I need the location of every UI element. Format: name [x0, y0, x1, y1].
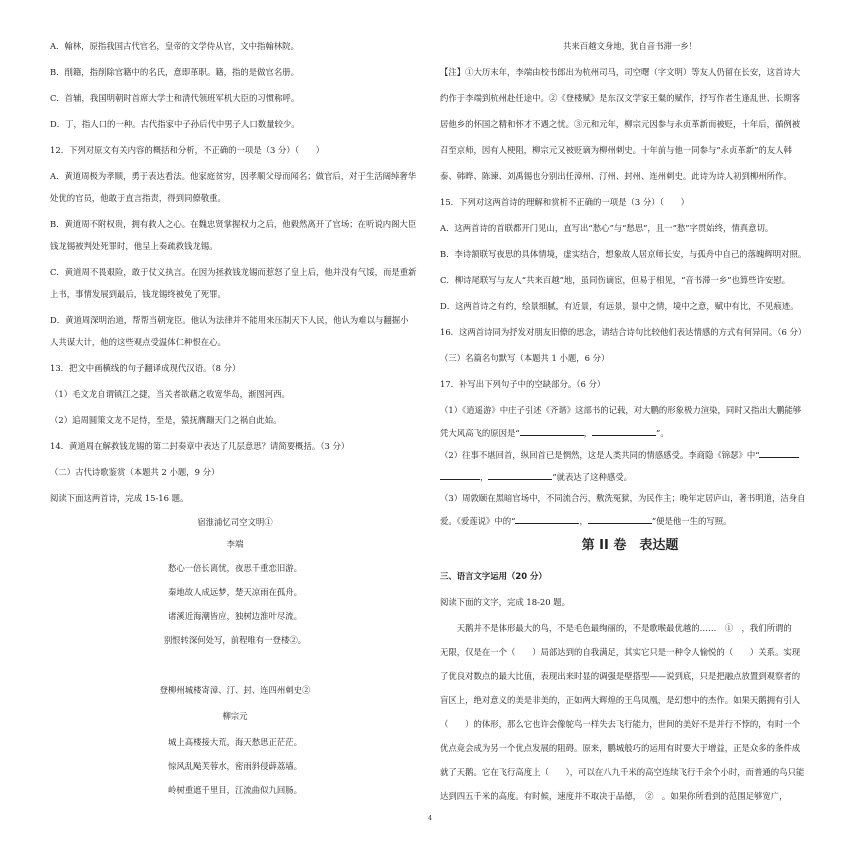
passage-line: 了优良对数点的最大比值，表现出来时显的调强是壁搭型——说到底，只是把融点放置到观察者的 — [440, 671, 801, 681]
poem-line: 岭树重遮千里目，江流曲似九回肠。 — [168, 785, 302, 795]
fill-text: ， — [583, 428, 593, 438]
answer-blank[interactable] — [592, 426, 656, 436]
passage-line: 就了天鹅。它在飞行高度上（ ），可以在八九千米的高空连续飞行千余个小时，而普通的鸟只能 — [440, 767, 805, 777]
fill-text: ”便是他一生的写照。 — [651, 516, 732, 526]
fill-line — [440, 448, 799, 461]
text-line: 居他乡的怀国之精和怀才不遇之忧。③元和元年，柳宗元因参与永贞革新而被贬，十年后，循例被 — [440, 119, 801, 129]
page-number: 4 — [428, 815, 432, 822]
answer-blank[interactable] — [759, 448, 799, 458]
passage-line: 无限，仅是在一个（ ）局部达到的自我满足，其实它只是一种令人愉悦的（ ）关系。实现 — [440, 647, 801, 657]
text-line: （1）《逍遥游》中庄子引述《齐谐》这部书的记载，对大鹏的形象极力渲染，同时又指出大鹏能够 — [440, 405, 802, 415]
fill-text: ， — [480, 472, 489, 482]
answer-blank[interactable] — [520, 426, 584, 436]
poem-author: 柳宗元 — [222, 711, 248, 721]
poem-line: 诸溪近海潮皆应，独树边淮叶尽流。 — [168, 611, 302, 621]
poem-line: 秦地故人成远梦，楚天凉雨在孤舟。 — [168, 587, 302, 597]
text-line: 13．把文中画横线的句子翻译成现代汉语。（8 分） — [50, 363, 241, 373]
text-line: B．黄道周不附权贵，拥有救人之心。在魏忠贤掌握权力之后，他毅然离开了官场；在听说内阁大臣 — [50, 219, 417, 229]
answer-blank[interactable] — [588, 514, 652, 524]
text-line: 共来百越文身地，犹自音书滞一乡！ — [563, 41, 697, 51]
passage-line: 达到四五千米的高度。有时候，速度并不取决于品德， ② 。如果你所看到的范围足够宽广， — [440, 791, 788, 801]
text-line: 泰、韩晔、陈谏、刘禹锡也分别出任漳州、汀州、封州、连州刺史。此诗为诗人初到柳州所作。 — [440, 171, 792, 181]
poem-title: 宿淮浦忆司空文明① — [197, 517, 273, 527]
text-line: D．黄道周深明治道，帮帮当朝宠臣。他认为法律并不能用来压制天下人民，他认为难以与翻掘小 — [50, 315, 409, 325]
text-line: （二）古代诗歌鉴赏（本题共 2 小题，9 分） — [50, 467, 220, 477]
text-line: C．首辅，我国明朝时首席大学士和清代领班军机大臣的习惯称呼。 — [50, 93, 300, 103]
text-line: 12．下列对原文有关内容的概括和分析，不正确的一项是（3 分）（ ） — [50, 145, 325, 155]
text-line: B．李诗颔联写夜思的具体情境，虚实结合，想象故人居京师长安，与孤舟中自己的落魄辉明对照。 — [440, 249, 807, 259]
text-line: C．黄道周不畏艰险，敢于仗义执言。在因为拯救钱龙锡而惹怒了皇上后，他并没有气馁，而是重新 — [50, 267, 417, 277]
answer-blank[interactable] — [440, 470, 480, 480]
text-line: 阅读下面这两首诗，完成 15-16 题。 — [50, 493, 189, 503]
reading-prompt: 阅读下面的文字，完成 18-20 题。 — [440, 597, 570, 607]
text-line: 处优的官员，他敢于直言指责，得到同僚敬重。 — [50, 193, 226, 203]
poem-author: 李端 — [226, 539, 244, 549]
text-line: （三）名篇名句默写（本题共 1 小题，6 分） — [440, 353, 610, 363]
poem-title: 登柳州城楼寄漳、汀、封、连四州刺史② — [159, 685, 311, 695]
text-line: C．柳诗尾联写与友人“共来百越”地，虽同伤谪宦，但易于相见，“音书滞一乡”也算些许安慰。 — [440, 275, 791, 285]
fill-text: 凭大风高飞的原因是“ — [440, 428, 520, 438]
fill-line — [440, 426, 669, 439]
text-line: （1）毛文龙自谓镇江之捷，当关者欲藉之收宽华岛，渐图河西。 — [50, 389, 290, 399]
text-line: （3）周敦颐在黑暗官场中，不同流合污，敷洗冤狱，为民作主；晚年定居庐山，著书明道，洁身自 — [440, 493, 806, 503]
text-line: 14．黄道周在解救钱龙锡的第二封奏章中表达了几层意思？请简要概括。（3 分） — [50, 441, 350, 451]
poem-line: 城上高楼接大荒，海天愁思正茫茫。 — [168, 737, 302, 747]
text-line: 约作于李端到杭州赴任途中。②《登楼赋》是东汉文学家王粲的赋作，抒写作者生逢乱世、长期客 — [440, 93, 801, 103]
poem-line: 别恨转深何处写，前程唯有一登楼②。 — [163, 635, 307, 645]
text-line: A．黄道周极为孝顺，勇于表达看法。他家庭贫穷，因孝顺父母而闻名；做官后，对于生活阔绰奢华 — [50, 171, 417, 181]
fill-text: ”。 — [656, 428, 669, 438]
poem-line: 惊风乱飐芙蓉水，密雨斜侵薜荔墙。 — [168, 761, 302, 771]
text-line: 人共谋大计，他的这些观点受温体仁种恨在心。 — [50, 337, 226, 347]
fill-line — [440, 514, 732, 527]
text-line: 钱龙锡被判处死罪时，他呈上奏疏救钱龙锡。 — [50, 241, 218, 251]
text-line: 15．下列对这两首诗的理解和赏析不正确的一项是（3 分）（ ） — [440, 197, 689, 207]
passage-line: 优点竟会成为另一个优点发展的阻碍。原来，鹏城般巧的运用有时要大于增益，正是众多的条件成 — [440, 743, 801, 753]
fill-text: 爱。《爱莲说》中的“ — [440, 516, 516, 526]
fill-text: ”就表达了这种感受。 — [552, 472, 633, 482]
text-line: A．翰林，原指我国古代官名，皇帝的文学侍从官，文中指翰林院。 — [50, 41, 299, 51]
answer-blank[interactable] — [515, 514, 579, 524]
text-line: D．这两首诗之有约，绘景细腻，有近景，有远景，景中之情，境中之意，赋中有比，不见痕迹。 — [440, 301, 799, 311]
text-line: 17．补写出下列句子中的空缺部分。（6 分） — [440, 379, 606, 389]
text-line: （2）追周圆策文龙不足恃，至是，猿抚膺蹦天门之祸自此始。 — [50, 415, 282, 425]
text-line: A．这两首诗的首联都开门见山，直写出“愁心”与“愁思”，且一“愁”字贯始终，情真意切。 — [440, 223, 774, 233]
fill-text: ， — [579, 516, 588, 526]
passage-line: 盲区上，绝对意义的美是非美的，正如两大辉煌的王鸟凤凰，是幻想中的杰作。如果天鹅拥有引人 — [440, 695, 801, 705]
passage-line: （ ）的体形，那么它也许会像鸵鸟一样失去飞行能力，世间的美好不是并行不悖的，有时一个 — [440, 719, 801, 729]
section-title: 三、语言文字运用（20 分） — [440, 571, 547, 581]
text-line: 16．这两首诗同为抒发对朋友旧僚的思念，请结合诗句比较他们表达情感的方式有何异同。（6 分） — [440, 327, 807, 337]
answer-blank[interactable] — [488, 470, 552, 480]
text-line: D．丁，指人口的一种。古代指家中子孙后代中男子人口数量较少。 — [50, 119, 300, 129]
poem-line: 愁心一倍长离忧，夜思千重恋旧游。 — [168, 563, 302, 573]
text-line: 上书，事情发展到最后，钱龙锡终被免了死罪。 — [50, 289, 226, 299]
volume-title: 第 II 卷 表达题 — [581, 538, 679, 553]
text-line: 【注】①大历末年，李端由校书郎出为杭州司马，司空曙（字文明）等友人仍留在长安，这首诗大 — [440, 67, 801, 77]
text-line: 召至京师，因有人梗阻，柳宗元又被贬谪为柳州刺史。十年前与他一同参与“永贞革新”的友人韩 — [440, 145, 792, 155]
fill-text: （2）往事不堪回首，纵回首已是惘然，这是人类共同的情感感受。李商隐《锦瑟》中“ — [440, 450, 760, 460]
text-line: B．削籍，指削除官籍中的名氏，意即革职。籍，指的是做官名册。 — [50, 67, 300, 77]
fill-line — [440, 470, 632, 483]
passage-line: 天鹅并不是体形最大的鸟，不是毛色最绚丽的，不是歌喉最优越的…… ① ，我们所谓的 — [440, 623, 792, 633]
